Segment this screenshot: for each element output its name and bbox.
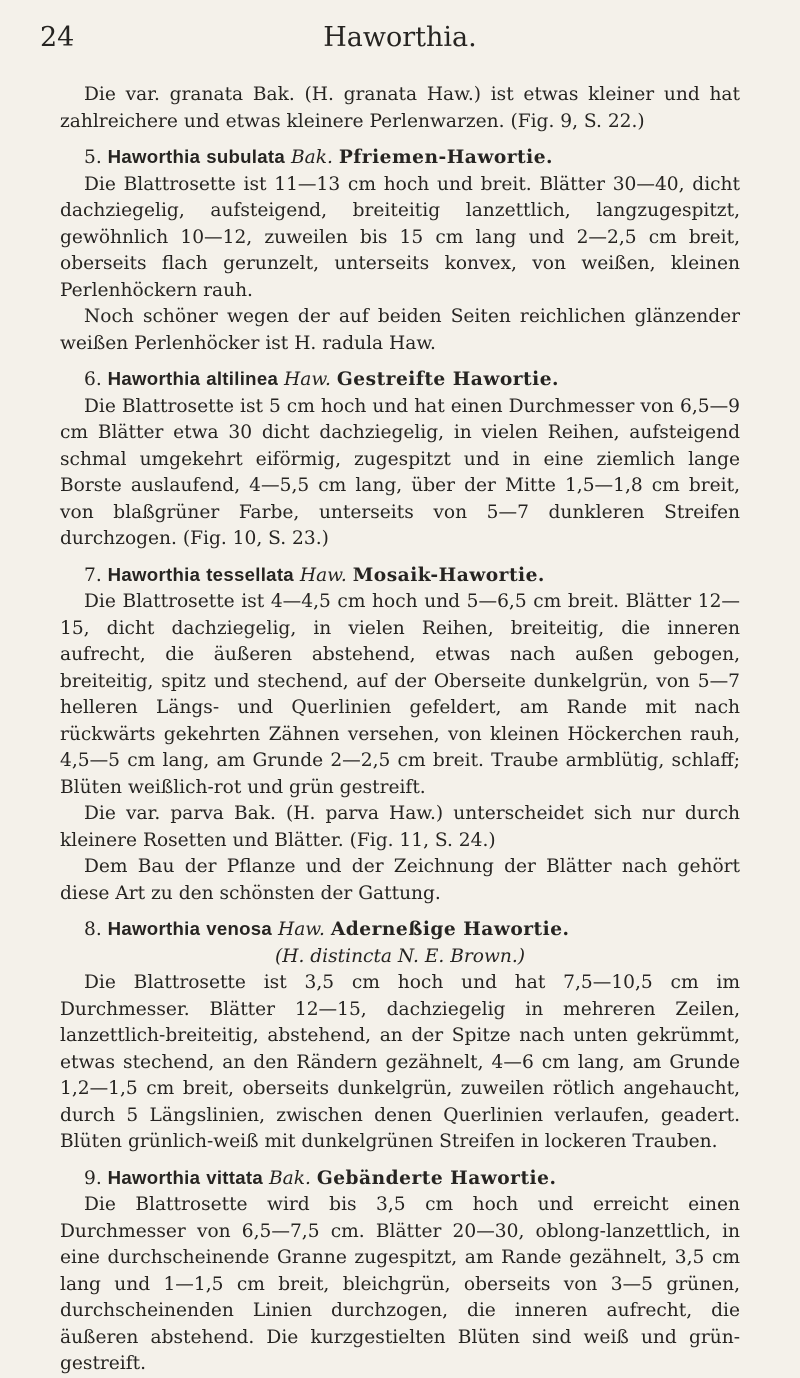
species-epithet: subulata (206, 146, 286, 167)
page-body (60, 82, 740, 1378)
paragraph-var-granata: Die var. granata Bak. (H. granata Haw.) ist etwas kleiner und hat zahlreichere und etwas kleinere Perlenwarzen. (Fig. 9, S. 22.) (60, 84, 740, 132)
genus-name: Haworthia (107, 918, 201, 939)
page-number: 24 (40, 22, 75, 53)
author-abbrev: Haw. (299, 564, 347, 586)
author-abbrev: Bak. (290, 147, 333, 168)
author-abbrev: Bak. (268, 1167, 311, 1189)
author-abbrev: Haw. (278, 919, 325, 940)
page-header (40, 22, 760, 62)
species-number: 7. (84, 564, 102, 586)
synonym: (H. distincta N. E. Brown.) (274, 945, 526, 967)
species-heading (60, 1165, 740, 1193)
species-number: 8. (84, 919, 102, 940)
species-heading (60, 366, 740, 394)
species-entry-5 (60, 144, 740, 357)
genus-name: Haworthia (107, 563, 201, 585)
species-entry-9 (60, 1165, 740, 1378)
species-number: 5. (84, 147, 102, 168)
species-heading (60, 562, 740, 590)
species-description: Die Blattrosette wird bis 3,5 cm hoch und erreicht einen Durchmesser von 6,5—7,5 cm. Blätter 20—30, oblong-lanzettlich, in eine durchscheinende Granne zugespitzt, am Rande gezähnelt, 3,5 cm lang und 1—1,5 cm breit, bleichgrün, oberseits von 3—5 grünen, durchscheinenden Linien durchzogen, die inneren aufrecht, die äußeren abstehend. Die kurzgestielten Blüten sind weiß und grün-gestreift. (60, 1194, 740, 1374)
species-number: 9. (84, 1167, 102, 1189)
species-heading (60, 916, 740, 944)
species-epithet: vittata (206, 1166, 264, 1188)
species-description: Die Blattrosette ist 11—13 cm hoch und breit. Blätter 30—40, dicht dachziegelig, aufsteigend, breiteitig lanzettlich, langzugespitzt, gewöhnlich 10—12, zuweilen bis 15 cm lang und 2—2,5 cm breit, oberseits flach gerunzelt, unterseits konvex, von weißen, kleinen Perlenhöckern rauh. (60, 173, 740, 301)
species-description: Die Blattrosette ist 4—4,5 cm hoch und 5—6,5 cm breit. Blätter 12—15, dicht dachziegelig, in vielen Reihen, breiteitig, die inneren aufrecht, die äußeren abstehend, etwas nach außen gebogen, breiteitig, spitz und stechend, auf der Oberseite dunkelgrün, von 5—7 helleren Längs- und Querlinien gefeldert, am Rande mit nach rückwärts gekehrten Zähnen versehen, von kleinen Höckerchen rauh, 4,5—5 cm lang, am Grunde 2—2,5 cm breit. Traube armblütig, schlaff; Blüten weißlich-rot und grün gestreift. (60, 591, 740, 798)
species-description: Die Blattrosette ist 5 cm hoch und hat einen Durchmesser von 6,5—9 cm Blätter etwa 30 dicht dachziegelig, in vielen Reihen, aufsteigend schmal umgekehrt eiförmig, zugespitzt und in eine ziemlich lange Borste auslaufend, 4—5,5 cm lang, über der Mitte 1,5—1,8 cm breit, von blaßgrüner Farbe, unterseits von 5—7 dunkleren Streifen durchzogen. (Fig. 10, S. 23.) (60, 395, 740, 549)
species-note: Noch schöner wegen der auf beiden Seiten reichlichen glänzender weißen Perlenhöcker ist H. radula Haw. (60, 306, 740, 354)
species-epithet: altilinea (206, 368, 279, 389)
common-name: Gestreifte Hawortie. (336, 369, 560, 390)
common-name: Pfriemen-Hawortie. (338, 147, 554, 168)
running-title: Haworthia. (323, 22, 477, 53)
species-description: Die Blattrosette ist 3,5 cm hoch und hat 7,5—10,5 cm im Durchmesser. Blätter 12—15, dachziegelig in mehreren Zeilen, lanzettlich-breiteitig, abstehend, an der Spitze nach unten gekrümmt, etwas stechend, an den Rändern gezähnelt, 4—6 cm lang, am Grunde 1,2—1,5 cm breit, oberseits dunkelgrün, zuweilen rötlich angehaucht, durch 5 Längslinien, zwischen denen Querlinien verlaufen, geadert. Blüten grünlich-weiß mit dunkelgrünen Streifen in lockeren Trauben. (60, 972, 740, 1152)
species-epithet: tessellata (206, 563, 294, 585)
genus-name: Haworthia (107, 368, 201, 389)
genus-name: Haworthia (107, 1166, 201, 1188)
common-name: Aderneßige Hawortie. (330, 919, 570, 940)
variety-note: Die var. parva Bak. (H. parva Haw.) unterscheidet sich nur durch kleinere Rosetten und Blätter. (Fig. 11, S. 24.) (60, 803, 740, 851)
species-heading (60, 144, 740, 172)
species-number: 6. (84, 369, 102, 390)
species-entry-7 (60, 562, 740, 908)
common-name: Gebänderte Hawortie. (316, 1167, 557, 1189)
genus-name: Haworthia (107, 146, 201, 167)
species-epithet: venosa (206, 918, 273, 939)
author-abbrev: Haw. (284, 369, 331, 390)
species-entry-6 (60, 366, 740, 553)
species-entry-8 (60, 916, 740, 1156)
common-name: Mosaik-Hawortie. (352, 564, 545, 586)
species-note: Dem Bau der Pflanze und der Zeichnung der Blätter nach gehört diese Art zu den schönsten der Gattung. (60, 856, 740, 904)
